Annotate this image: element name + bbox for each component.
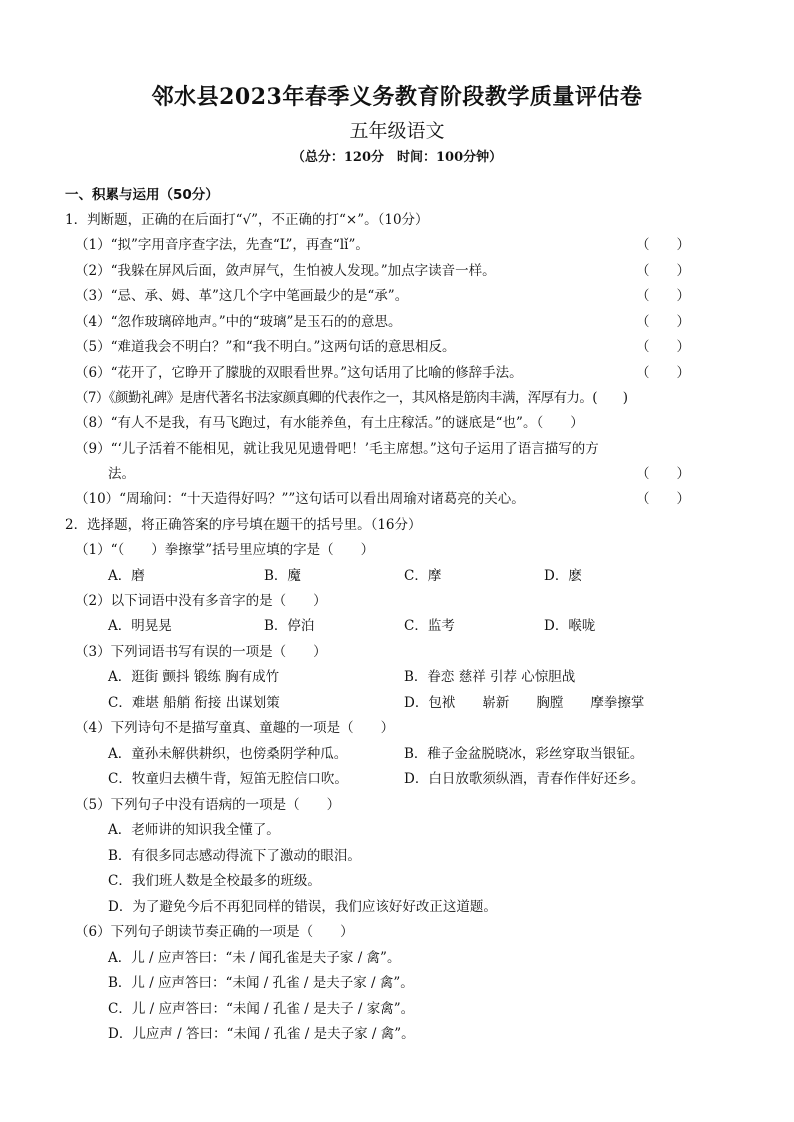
q1-stem: 1．判断题，正确的在后面打“√”，不正确的打“×”。（10分）	[65, 212, 429, 228]
q1-item-9: （9）“‘儿子活着不能相见，就让我见见遗骨吧！’毛主席想。”这句子运用了语言描写的方	[75, 441, 599, 457]
q2-sub4-option-a: A．童孙未解供耕织，也傍桑阴学种瓜。	[108, 746, 348, 762]
answer-blank-2[interactable]: （ ）	[636, 263, 690, 279]
q2-sub2-option-c: C．监考	[404, 618, 455, 634]
q2-stem: 2．选择题，将正确答案的序号填在题干的括号里。（16分）	[65, 517, 422, 533]
q2-sub4-option-b: B．稚子金盆脱晓冰，彩丝穿取当银钲。	[404, 746, 644, 762]
q2-sub2-option-b: B．停泊	[264, 618, 315, 634]
answer-blank-9[interactable]: （ ）	[636, 466, 690, 482]
q2-sub6-stem: （6）下列句子朗读节奏正确的一项是（ ）	[75, 924, 354, 940]
q2-sub2-option-a: A．明晃晃	[108, 618, 172, 634]
q2-sub4-option-c: C．牧童归去横牛背，短笛无腔信口吹。	[108, 771, 348, 787]
exam-title: 邻水县2023年春季义务教育阶段教学质量评估卷	[151, 84, 643, 110]
q2-sub1-option-a: A．磨	[108, 568, 145, 584]
q1-item-7: （7）《颜勤礼碑》是唐代著名书法家颜真卿的代表作之一，其风格是筋肉丰满，浑厚有力。( )	[75, 390, 628, 406]
q1-item-8: （8）“有人不是我，有马飞跑过，有水能养鱼，有土庄稼活。”的谜底是“也”。（ ）	[75, 415, 584, 431]
q2-sub2-option-d: D．喉咙	[544, 618, 596, 634]
q2-sub5-stem: （5）下列句子中没有语病的一项是（ ）	[75, 797, 341, 813]
answer-blank-6[interactable]: （ ）	[636, 365, 690, 381]
q2-sub1-option-c: C．摩	[404, 568, 442, 584]
q2-sub3-option-c: C．难堪 船艄 衔接 出谋划策	[108, 695, 280, 711]
answer-blank-4[interactable]: （ ）	[636, 314, 690, 330]
answer-blank-5[interactable]: （ ）	[636, 339, 690, 355]
q2-sub2-stem: （2）以下词语中没有多音字的是（ ）	[75, 593, 327, 609]
exam-meta: （总分：120分 时间：100分钟）	[291, 150, 503, 165]
q2-sub1-option-b: B．魔	[264, 568, 301, 584]
q2-sub5-option-c: C．我们班人数是全校最多的班级。	[108, 873, 321, 889]
section-heading: 一、积累与运用（50分）	[65, 187, 219, 203]
q2-sub1-stem: （1）“（ ）拳擦掌”括号里应填的字是（ ）	[75, 542, 375, 558]
exam-subtitle: 五年级语文	[349, 120, 445, 142]
q2-sub3-option-a: A．逛街 颤抖 锻练 胸有成竹	[108, 669, 280, 685]
q2-sub5-option-d: D．为了避免今后不再犯同样的错误，我们应该好好改正这道题。	[108, 899, 497, 915]
q1-item-6: （6）“花开了，它睁开了朦胧的双眼看世界。”这句话用了比喻的修辞手法。	[75, 365, 523, 381]
q2-sub4-stem: （4）下列诗句不是描写童真、童趣的一项是（ ）	[75, 720, 395, 736]
q1-item-10: （10）“周瑜问：“十天造得好吗？””这句话可以看出周瑜对诸葛亮的关心。	[75, 491, 525, 507]
answer-blank-10[interactable]: （ ）	[636, 491, 690, 507]
q2-sub6-option-c: C．儿 / 应声答曰：“未闻 / 孔雀 / 是夫子 / 家禽”。	[108, 1001, 415, 1017]
answer-blank-1[interactable]: （ ）	[636, 237, 690, 253]
q1-item-1: （1）“拟”字用音序查字法，先查“L”，再查“lǐ”。	[75, 237, 369, 253]
q1-item-4: （4）“忽作玻璃碎地声。”中的“玻璃”是玉石的的意思。	[75, 314, 402, 330]
q2-sub3-option-d: D．包袱 崭新 胸膛 摩拳擦掌	[404, 695, 645, 711]
q2-sub4-option-d: D．白日放歌须纵酒，青春作伴好还乡。	[404, 771, 645, 787]
q2-sub3-option-b: B．眷恋 慈祥 引荐 心惊胆战	[404, 669, 576, 685]
q1-item-9-cont: 法。	[108, 466, 135, 482]
q2-sub6-option-b: B．儿 / 应声答曰：“未闻 / 孔雀 / 是夫子家 / 禽”。	[108, 975, 414, 991]
q1-item-5: （5）“难道我会不明白？”和“我不明白。”这两句话的意思相反。	[75, 339, 456, 355]
q2-sub5-option-b: B．有很多同志感动得流下了激动的眼泪。	[108, 848, 361, 864]
q2-sub6-option-a: A．儿 / 应声答曰：“未 / 闻孔雀是夫子家 / 禽”。	[108, 950, 401, 966]
q2-sub3-stem: （3）下列词语书写有误的一项是（ ）	[75, 644, 327, 660]
q2-sub1-option-d: D．麽	[544, 568, 582, 584]
answer-blank-3[interactable]: （ ）	[636, 288, 690, 304]
q1-item-2: （2）“我躲在屏风后面，敛声屏气，生怕被人发现。”加点字读音一样。	[75, 263, 496, 279]
q1-item-3: （3）“忌、承、姆、革”这几个字中笔画最少的是“承”。	[75, 288, 409, 304]
q2-sub5-option-a: A．老师讲的知识我全懂了。	[108, 822, 280, 838]
q2-sub6-option-d: D．儿应声 / 答曰：“未闻 / 孔雀 / 是夫子家 / 禽”。	[108, 1026, 415, 1042]
